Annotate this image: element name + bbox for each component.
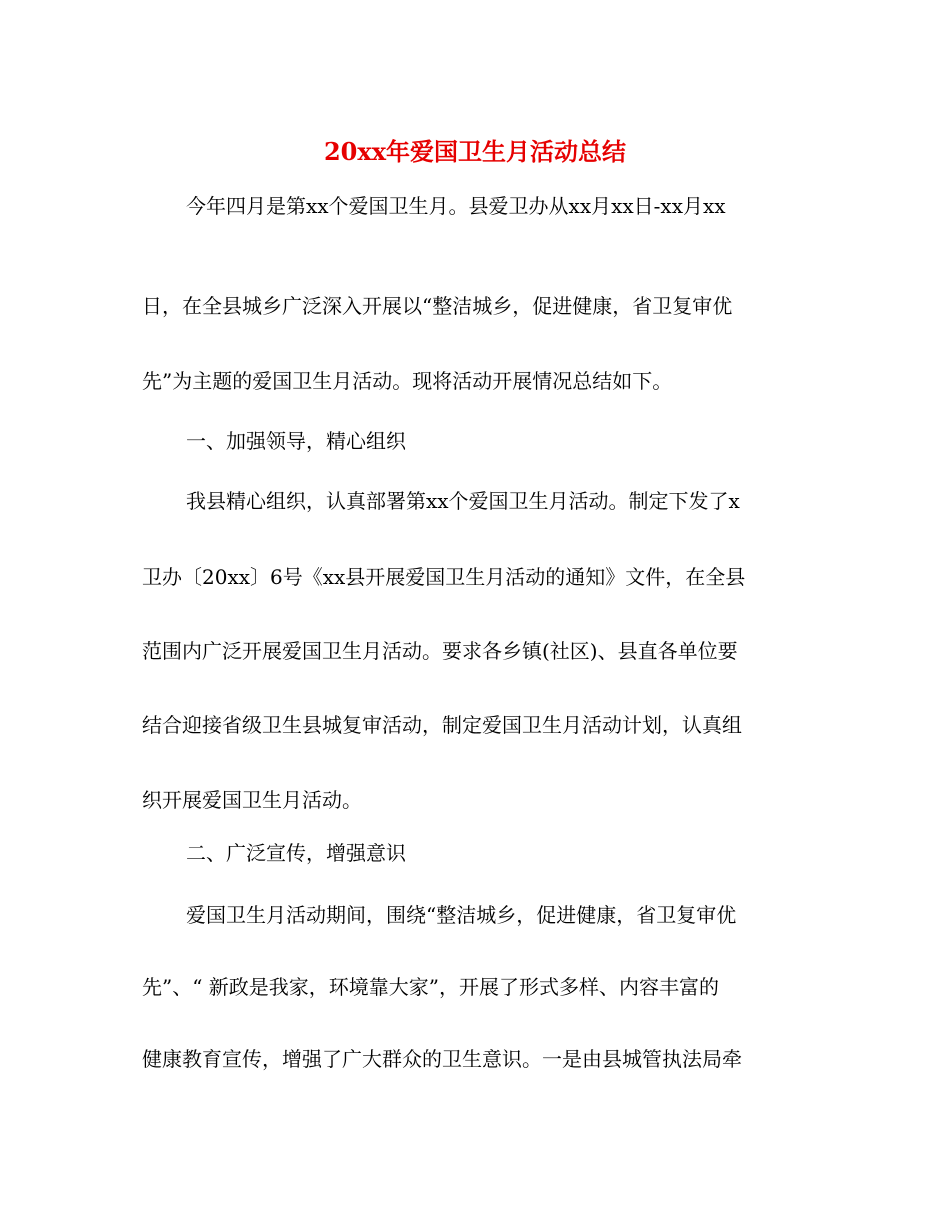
paragraph-line: 我县精心组织，认真部署第xx个爱国卫生月活动。制定下发了x [186, 489, 740, 513]
paragraph-line: 卫办〔20xx〕6号《xx县开展爱国卫生月活动的通知》文件，在全县 [142, 565, 746, 589]
paragraph-line: 健康教育宣传，增强了广大群众的卫生意识。一是由县城管执法局牵 [142, 1047, 742, 1071]
paragraph-line: 爱国卫生月活动期间，围绕“整洁城乡，促进健康，省卫复审优 [186, 903, 737, 927]
paragraph-line: 织开展爱国卫生月活动。 [142, 788, 362, 812]
paragraph-line: 日，在全县城乡广泛深入开展以“整洁城乡，促进健康，省卫复审优 [142, 294, 733, 318]
section-heading: 一、加强领导，精心组织 [186, 429, 406, 453]
section-heading: 二、广泛宣传，增强意识 [186, 841, 406, 865]
paragraph-line: 先”为主题的爱国卫生月活动。现将活动开展情况总结如下。 [142, 369, 673, 393]
paragraph-line: 先”、“ 新政是我家，环境靠大家”，开展了形式多样、内容丰富的 [142, 975, 720, 999]
paragraph-line: 范围内广泛开展爱国卫生月活动。要求各乡镇(社区)、县直各单位要 [142, 639, 738, 663]
paragraph-line: 今年四月是第xx个爱国卫生月。县爱卫办从xx月xx日-xx月xx [186, 194, 726, 218]
paragraph-line: 结合迎接省级卫生县城复审活动，制定爱国卫生月活动计划，认真组 [142, 713, 742, 737]
document-title: 20xx年爱国卫生月活动总结 [323, 137, 626, 166]
